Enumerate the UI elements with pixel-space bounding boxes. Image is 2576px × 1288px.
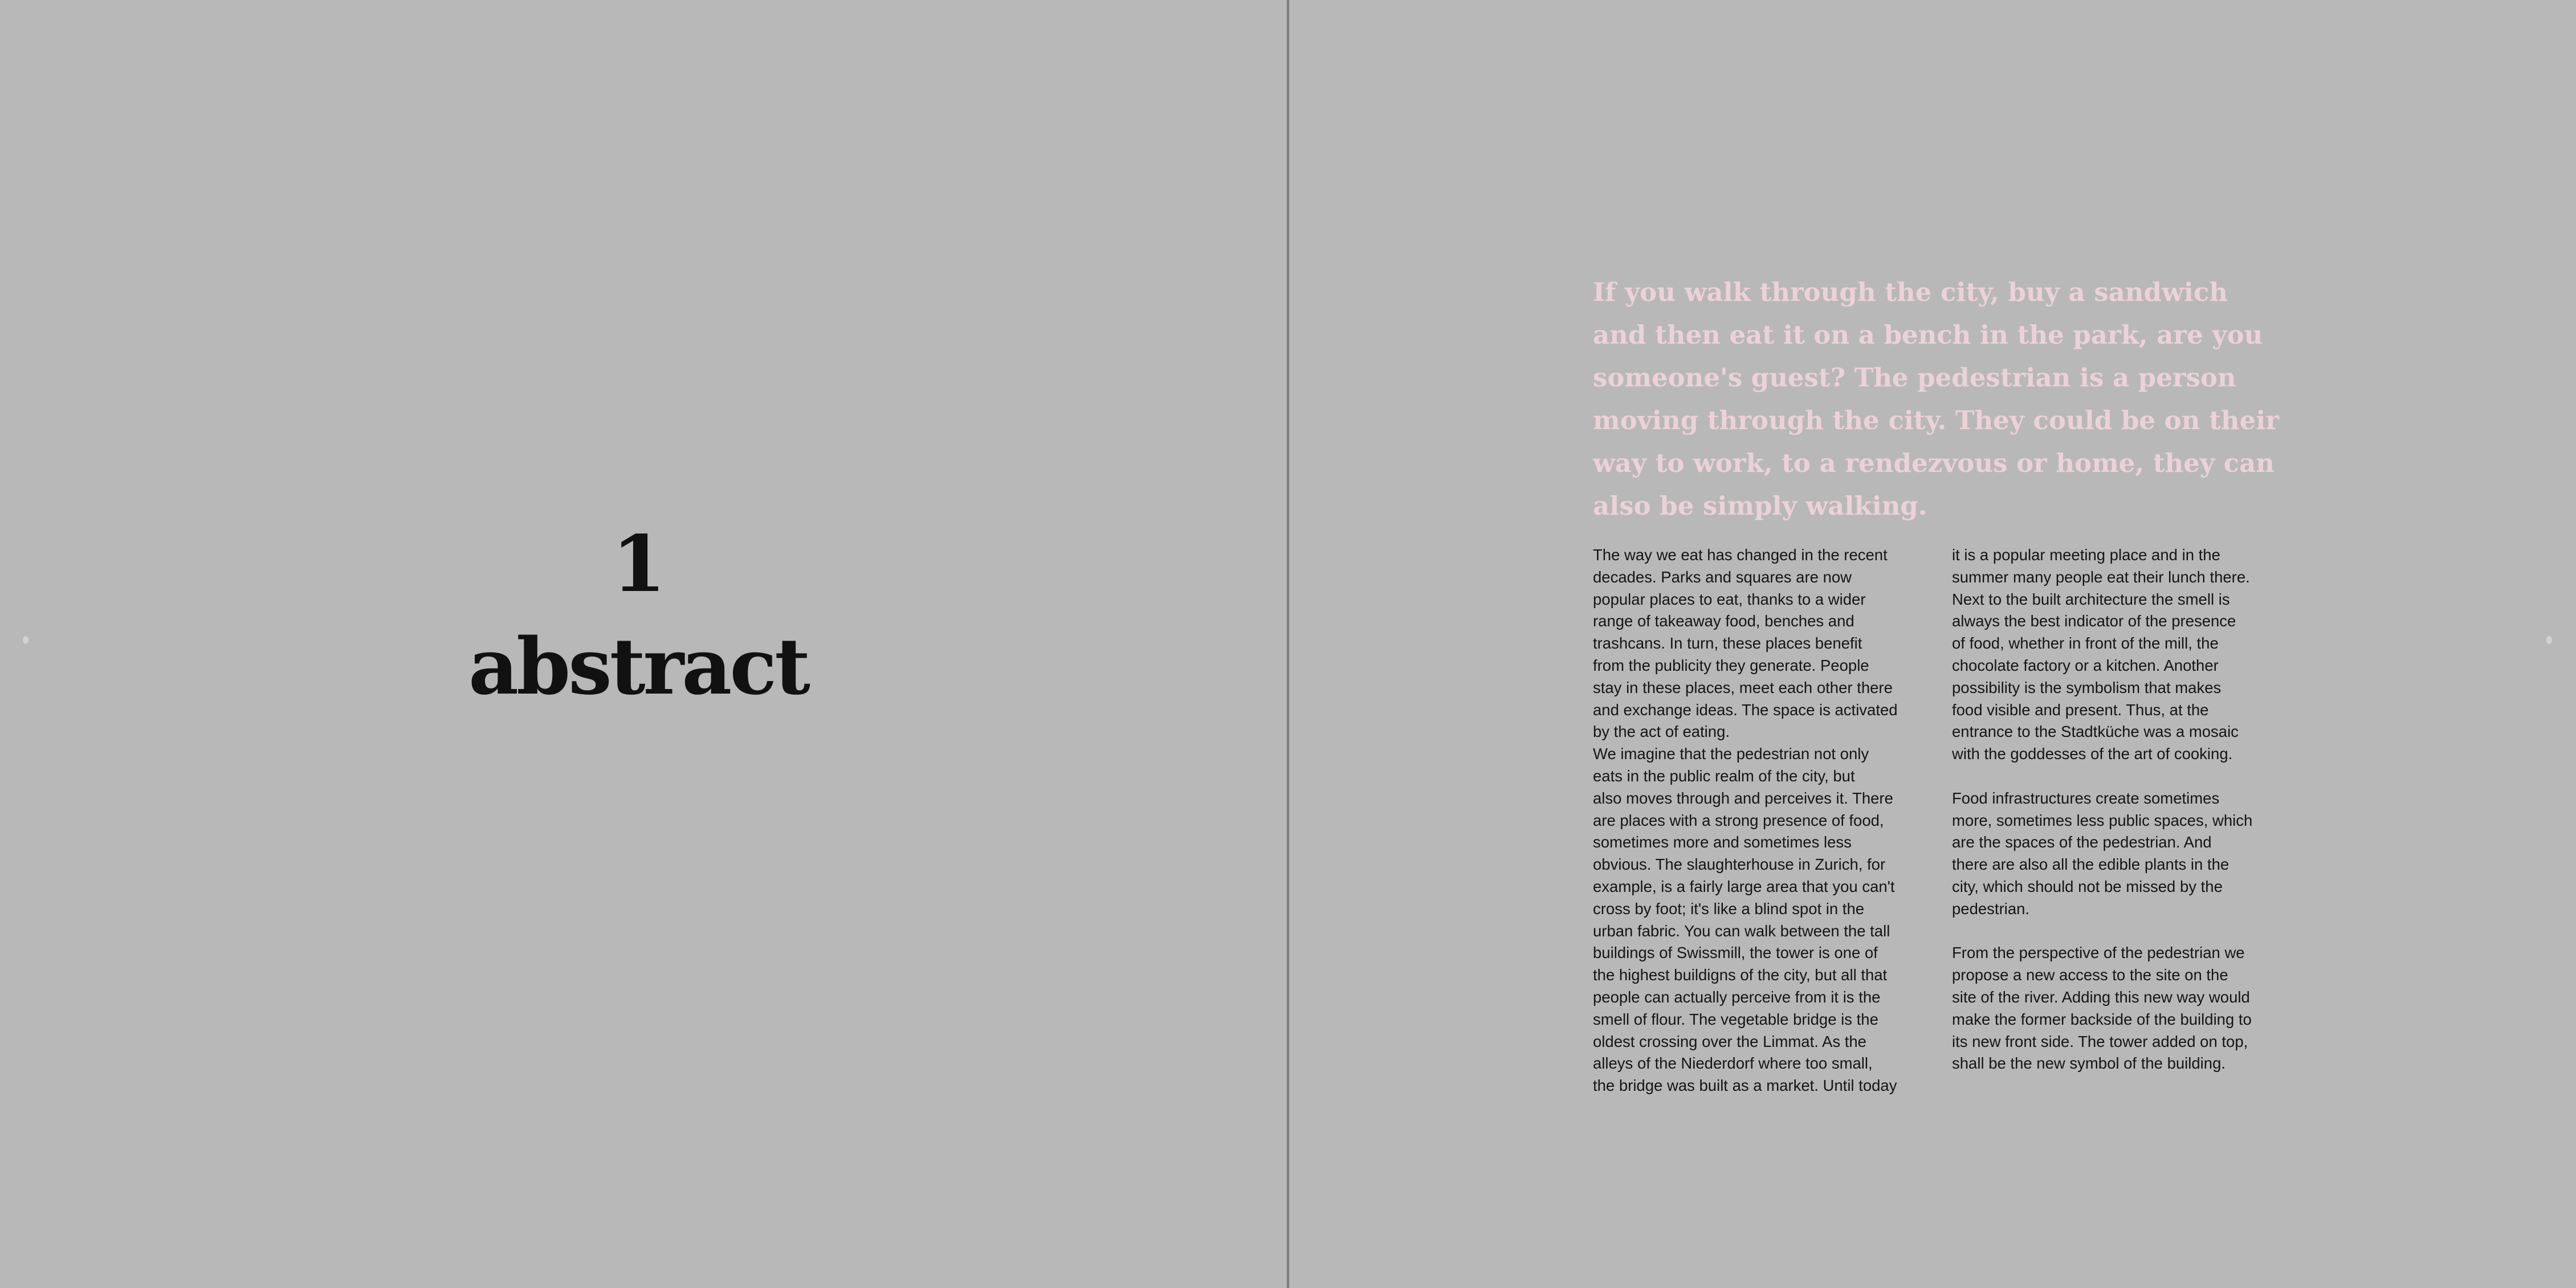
chapter-number: 1	[612, 519, 665, 610]
chapter-heading	[353, 516, 923, 721]
right-page-edge-marker	[2546, 636, 2552, 644]
column-1-paragraph-2: We imagine that the pedestrian not only eats in the public realm of the city, but also moves through and perceives it. There are places with a strong presence of food, sometimes more and sometimes less obvious. The slaughterhouse in Zurich, for example, is a fairly large area that you can't cross by foot; it's like a blind spot in the urban fabric. You can walk between the tall buildings of Swissmill, the tower is one of the highest buildigns of the city, but all that people can actually perceive from it is the smell of flour. The vegetable bridge is the oldest crossing over the Limmat. As the alleys of the Niederdorf where too small, the bridge was built as a market. Until today	[1593, 745, 1897, 1095]
column-1-paragraph-1: The way we eat has changed in the recent decades. Parks and squares are now popular places to eat, thanks to a wider range of takeaway food, benches and trashcans. In turn, these places benefit from the publicity they generate. People stay in these places, meet each other there and exchange ideas. The space is activated by the act of eating.	[1593, 546, 1898, 741]
body-column-2	[1952, 544, 2294, 1075]
column-2-paragraph-3: From the perspective of the pedestrian we propose a new access to the site on the site of the river. Adding this new way would make the former backside of the building to its new front side. The tower added on top, shall be the new symbol of the building.	[1952, 944, 2252, 1073]
lead-paragraph: If you walk through the city, buy a sandwich and then eat it on a bench in the park, are you someone's guest? The pedestrian is a person moving through the city. They could be on their way to work, to a rendezvous or home, they can also be simply walking.	[1593, 277, 2280, 521]
chapter-title: abstract	[468, 621, 808, 712]
left-page-edge-marker	[23, 636, 28, 644]
column-2-paragraph-2: Food infrastructures create sometimes more, sometimes less public spaces, which are the spaces of the pedestrian. And there are also all the edible plants in the city, which should not be missed by the pedestrian.	[1952, 789, 2253, 918]
column-2-paragraph-1: it is a popular meeting place and in the summer many people eat their lunch there. Next to the built architecture the smell is always the best indicator of the presence of food, whether in front of the mill, the chocolate factory or a kitchen. Another possibility is the symbolism that makes food visible and present. Thus, at the entrance to the Stadtküche was a mosaic with the goddesses of the art of cooking.	[1952, 546, 2250, 763]
body-column-1	[1593, 544, 1935, 1097]
